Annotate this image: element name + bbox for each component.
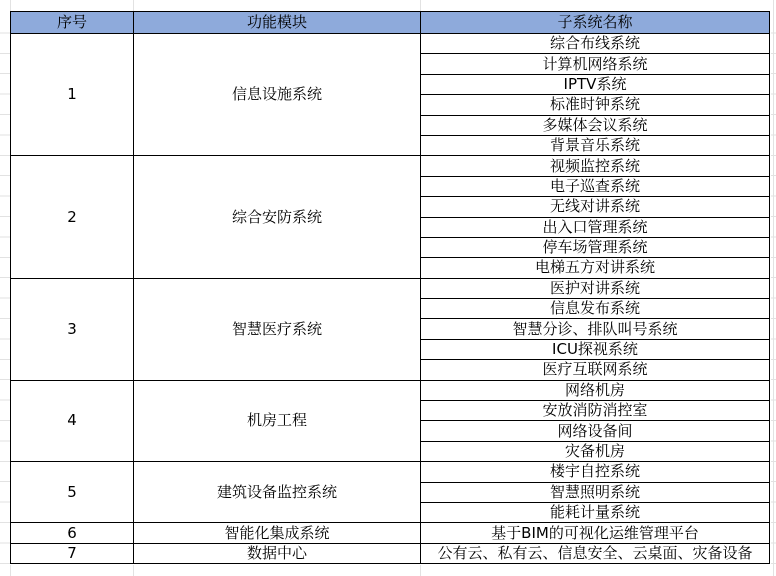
subsystem-cell[interactable]: 医护对讲系统 [421, 278, 770, 298]
serial-cell[interactable]: 1 [11, 34, 134, 156]
subsystem-cell[interactable]: 无线对讲系统 [421, 197, 770, 217]
serial-cell[interactable]: 7 [11, 543, 134, 563]
subsystem-cell[interactable]: 视频监控系统 [421, 156, 770, 176]
table-row [11, 156, 770, 176]
module-cell[interactable]: 综合安防系统 [134, 156, 421, 278]
table-header [11, 12, 770, 34]
subsystem-cell[interactable]: 灾备机房 [421, 441, 770, 461]
table-header-row [11, 12, 770, 34]
module-cell[interactable]: 智慧医疗系统 [134, 278, 421, 380]
excel-gridlines-right-margin [771, 13, 776, 567]
excel-gridlines-left-margin [0, 13, 10, 567]
module-cell[interactable]: 信息设施系统 [134, 34, 421, 156]
excel-gridline-vertical-bottom-col2 [420, 565, 421, 576]
subsystem-cell[interactable]: 出入口管理系统 [421, 217, 770, 237]
subsystem-cell[interactable]: 综合布线系统 [421, 34, 770, 54]
table-row [11, 543, 770, 563]
subsystem-cell[interactable]: 电梯五方对讲系统 [421, 258, 770, 278]
subsystem-cell[interactable]: 网络机房 [421, 380, 770, 400]
subsystem-cell[interactable]: 标准时钟系统 [421, 95, 770, 115]
subsystem-cell[interactable]: 楼宇自控系统 [421, 462, 770, 482]
table-row [11, 523, 770, 543]
subsystem-cell[interactable]: 智慧分诊、排队叫号系统 [421, 319, 770, 339]
module-cell[interactable]: 智能化集成系统 [134, 523, 421, 543]
module-cell[interactable]: 机房工程 [134, 380, 421, 462]
excel-gridline-vertical-bottom-col1 [133, 565, 134, 576]
table-body [11, 34, 770, 564]
module-cell[interactable]: 数据中心 [134, 543, 421, 563]
serial-cell[interactable]: 3 [11, 278, 134, 380]
subsystem-table [10, 11, 770, 564]
subsystem-cell[interactable]: 信息发布系统 [421, 299, 770, 319]
subsystem-cell[interactable]: 智慧照明系统 [421, 482, 770, 502]
subsystem-cell[interactable]: 电子巡查系统 [421, 176, 770, 196]
subsystem-cell[interactable]: ICU探视系统 [421, 339, 770, 359]
module-cell[interactable]: 建筑设备监控系统 [134, 462, 421, 523]
subsystem-cell[interactable]: 公有云、私有云、信息安全、云桌面、灾备设备 [421, 543, 770, 563]
subsystem-cell[interactable]: 能耗计量系统 [421, 502, 770, 522]
header-cell-subsystem[interactable]: 子系统名称 [421, 12, 770, 34]
subsystem-cell[interactable]: 安放消防消控室 [421, 401, 770, 421]
subsystem-cell[interactable]: 网络设备间 [421, 421, 770, 441]
subsystem-cell[interactable]: IPTV系统 [421, 74, 770, 94]
serial-cell[interactable]: 5 [11, 462, 134, 523]
excel-gridline-vertical-top-col1 [133, 0, 134, 11]
excel-gridline-vertical-top-col2 [420, 0, 421, 11]
serial-cell[interactable]: 2 [11, 156, 134, 278]
table-row [11, 380, 770, 400]
subsystem-cell[interactable]: 医疗互联网系统 [421, 360, 770, 380]
subsystem-cell[interactable]: 计算机网络系统 [421, 54, 770, 74]
subsystem-cell[interactable]: 多媒体会议系统 [421, 115, 770, 135]
header-cell-serial[interactable]: 序号 [11, 12, 134, 34]
subsystem-cell[interactable]: 背景音乐系统 [421, 135, 770, 155]
header-cell-module[interactable]: 功能模块 [134, 12, 421, 34]
table-row [11, 34, 770, 54]
serial-cell[interactable]: 6 [11, 523, 134, 543]
excel-gridline-vertical-bottom-left [10, 565, 11, 576]
subsystem-cell[interactable]: 基于BIM的可视化运维管理平台 [421, 523, 770, 543]
table-row [11, 462, 770, 482]
subsystem-cell[interactable]: 停车场管理系统 [421, 237, 770, 257]
table-row [11, 278, 770, 298]
excel-gridline-vertical-top-left [10, 0, 11, 11]
serial-cell[interactable]: 4 [11, 380, 134, 462]
